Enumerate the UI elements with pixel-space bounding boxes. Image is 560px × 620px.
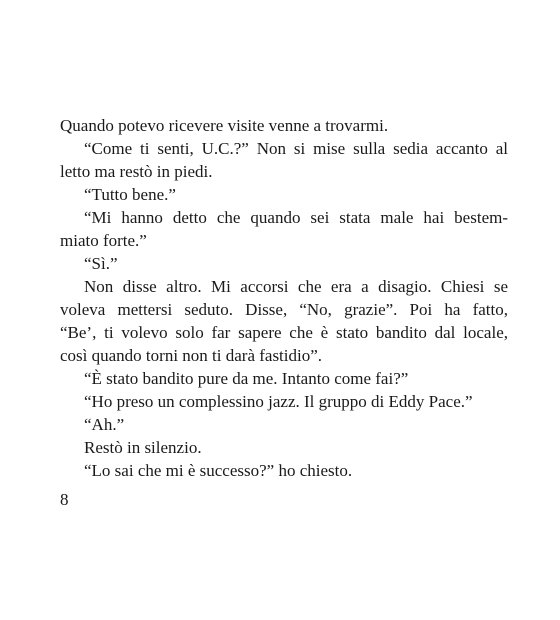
text-line: miato forte.” (60, 231, 147, 250)
text-line: “Mi hanno detto che quando sei stata male hai bestem- (84, 208, 508, 227)
page-number: 8 (60, 490, 69, 509)
text-line: “Lo sai che mi è successo?” ho chiesto. (84, 461, 353, 480)
text-line: “Be’, ti volevo solo far sapere che è stato bandito dal locale, (60, 323, 508, 342)
text-line: letto ma restò in piedi. (60, 162, 213, 181)
text-line: Restò in silenzio. (84, 438, 202, 457)
body-text (60, 114, 508, 482)
text-line: Non disse altro. Mi accorsi che era a disagio. Chiesi se (84, 277, 508, 296)
text-line: così quando torni non ti darà fastidio”. (60, 346, 323, 365)
text-line: “Tutto bene.” (84, 185, 176, 204)
text-line: voleva mettersi seduto. Disse, “No, grazie”. Poi ha fatto, (60, 300, 508, 319)
text-line: “Ah.” (84, 415, 125, 434)
text-line: “Ho preso un complessino jazz. Il gruppo di Eddy Pace.” (84, 392, 473, 411)
text-line: Quando potevo ricevere visite venne a trovarmi. (60, 116, 389, 135)
text-line: “Come ti senti, U.C.?” Non si mise sulla sedia accanto al (84, 139, 508, 158)
text-line: “Sì.” (84, 254, 118, 273)
text-line: “È stato bandito pure da me. Intanto come fai?” (84, 369, 409, 388)
